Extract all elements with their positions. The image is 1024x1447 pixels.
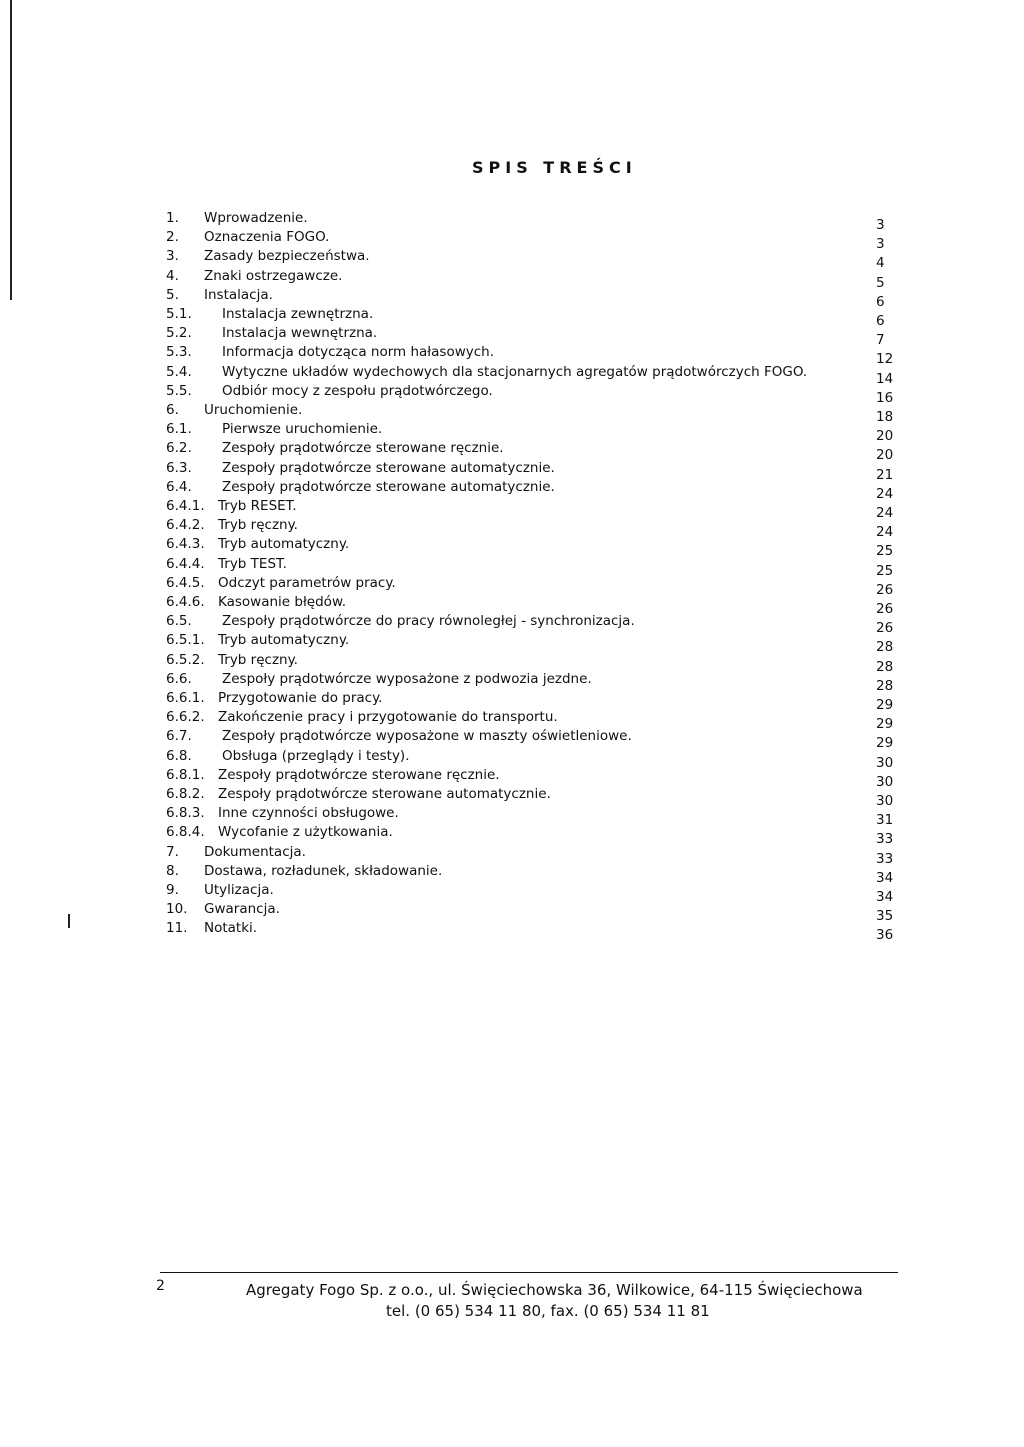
toc-entry-number: 7. <box>166 843 179 860</box>
toc-entry-page: 24 <box>876 524 894 541</box>
toc-entry-number: 6.8.2. <box>166 786 205 802</box>
toc-entry-number: 6.4. <box>166 478 192 495</box>
toc-entry-page: 18 <box>876 409 894 425</box>
toc-entry-page: 29 <box>876 716 894 733</box>
toc-entry-page: 6 <box>876 293 885 310</box>
toc-entry-page: 28 <box>876 658 894 675</box>
toc-entry <box>0 477 1024 502</box>
footer-company-contact: tel. (0 65) 534 11 80, fax. (0 65) 534 11 81 <box>386 1302 710 1320</box>
toc-entry-page: 30 <box>876 793 894 809</box>
toc-entry-number: 6.1. <box>166 421 192 438</box>
toc-entry-number: 5.1. <box>166 306 192 322</box>
toc-entry-number: 5. <box>166 286 179 303</box>
toc-entry-number: 6. <box>166 402 179 418</box>
toc-entry-number: 6.8.1. <box>166 766 205 783</box>
toc-entry-title: Zespoły prądotwórcze do pracy równoległej - synchronizacja. <box>222 613 635 630</box>
toc-entry-title: Notatki. <box>204 920 258 937</box>
toc-entry-number: 6.4.1. <box>166 498 205 514</box>
toc-entry-page: 20 <box>876 428 894 445</box>
toc-entry-page: 6 <box>876 313 885 329</box>
toc-entry-page: 14 <box>876 370 894 387</box>
toc-entry <box>0 246 1024 272</box>
toc-entry-title: Instalacja. <box>204 286 273 303</box>
toc-entry <box>0 918 1024 944</box>
toc-entry-page: 12 <box>876 351 894 368</box>
toc-entry-title: Dostawa, rozładunek, składowanie. <box>204 862 443 879</box>
toc-entry-number: 11. <box>166 920 188 937</box>
toc-entry-number: 6.5.1. <box>166 632 205 649</box>
toc-entry-number: 6.4.2. <box>166 517 205 534</box>
toc-entry <box>0 458 1024 483</box>
toc-entry-title: Zespoły prądotwórcze sterowane ręcznie. <box>218 766 500 783</box>
footer-divider <box>160 1272 898 1273</box>
toc-entry-number: 5.5. <box>166 382 192 399</box>
toc-entry-number: 10. <box>166 901 188 918</box>
toc-entry-page: 24 <box>876 505 894 521</box>
toc-entry-title: Wprowadzenie. <box>204 210 308 226</box>
toc-entry <box>0 362 1024 387</box>
toc-entry-number: 6.3. <box>166 459 192 476</box>
toc-entry-page: 16 <box>876 389 894 406</box>
toc-entry <box>0 803 1024 829</box>
toc-entry-page: 28 <box>876 677 894 694</box>
toc-entry <box>0 554 1024 579</box>
toc-entry-title: Wycofanie z użytkowania. <box>218 824 393 841</box>
toc-entry-number: 4. <box>166 267 179 284</box>
toc-entry <box>0 688 1024 713</box>
page-title: SPIS TREŚCI <box>472 158 637 177</box>
toc-entry <box>0 611 1024 637</box>
toc-entry-title: Zespoły prądotwórcze sterowane ręcznie. <box>222 440 504 457</box>
toc-entry-title: Dokumentacja. <box>204 843 306 860</box>
toc-entry <box>0 784 1024 809</box>
toc-entry <box>0 304 1024 329</box>
toc-entry-title: Zakończenie pracy i przygotowanie do transportu. <box>218 709 558 726</box>
toc-entry-number: 1. <box>166 210 179 226</box>
toc-entry <box>0 227 1024 253</box>
toc-entry <box>0 899 1024 925</box>
toc-entry-number: 6.5. <box>166 613 192 630</box>
toc-entry-page: 30 <box>876 773 894 790</box>
toc-entry-page: 31 <box>876 812 894 829</box>
toc-entry <box>0 208 1024 233</box>
toc-entry-title: Gwarancja. <box>204 901 280 918</box>
toc-entry <box>0 880 1024 905</box>
toc-entry-number: 5.4. <box>166 363 192 380</box>
toc-entry-title: Tryb RESET. <box>218 498 297 514</box>
toc-entry-title: Instalacja wewnętrzna. <box>222 325 378 342</box>
toc-entry-page: 3 <box>876 236 885 253</box>
toc-entry <box>0 419 1024 445</box>
toc-entry-page: 21 <box>876 466 894 483</box>
toc-entry <box>0 438 1024 464</box>
toc-entry-title: Zespoły prądotwórcze sterowane automatycznie. <box>218 786 551 802</box>
toc-entry <box>0 707 1024 733</box>
toc-entry-number: 5.2. <box>166 325 192 342</box>
toc-entry <box>0 726 1024 752</box>
toc-entry-number: 2. <box>166 229 179 246</box>
toc-entry-page: 28 <box>876 639 894 656</box>
toc-entry <box>0 765 1024 790</box>
toc-entry-number: 6.5.2. <box>166 651 205 668</box>
toc-entry-title: Znaki ostrzegawcze. <box>204 267 343 284</box>
toc-entry <box>0 669 1024 694</box>
toc-entry-page: 25 <box>876 543 894 560</box>
toc-entry-number: 8. <box>166 862 179 879</box>
toc-entry <box>0 342 1024 368</box>
toc-entry-page: 26 <box>876 581 894 598</box>
toc-entry-number: 6.7. <box>166 728 192 745</box>
toc-entry-number: 6.4.3. <box>166 536 205 553</box>
toc-entry-page: 30 <box>876 754 894 771</box>
toc-entry-title: Instalacja zewnętrzna. <box>222 306 374 322</box>
toc-entry <box>0 592 1024 617</box>
toc-entry-number: 6.8. <box>166 747 192 764</box>
toc-entry-title: Oznaczenia FOGO. <box>204 229 330 246</box>
toc-entry-page: 36 <box>876 927 894 944</box>
toc-entry-title: Odczyt parametrów pracy. <box>218 574 396 591</box>
toc-entry-page: 24 <box>876 485 894 502</box>
toc-entry-title: Utylizacja. <box>204 882 274 898</box>
toc-entry-number: 5.3. <box>166 344 192 361</box>
toc-entry-page: 7 <box>876 332 885 349</box>
toc-entry-page: 25 <box>876 562 894 579</box>
toc-entry <box>0 381 1024 406</box>
footer-company-address: Agregaty Fogo Sp. z o.o., ul. Święciechowska 36, Wilkowice, 64-115 Święciechowa <box>246 1281 863 1299</box>
toc-entry-title: Tryb automatyczny. <box>218 536 350 553</box>
toc-entry-title: Zasady bezpieczeństwa. <box>204 248 370 265</box>
toc-entry-page: 34 <box>876 869 894 886</box>
toc-entry <box>0 285 1024 310</box>
footer-page-number: 2 <box>156 1278 165 1294</box>
toc-entry-number: 6.6.2. <box>166 709 205 726</box>
toc-entry-number: 6.4.4. <box>166 555 205 572</box>
toc-entry-page: 33 <box>876 850 894 867</box>
toc-entry-title: Informacja dotycząca norm hałasowych. <box>222 344 495 361</box>
toc-entry <box>0 630 1024 656</box>
toc-entry <box>0 323 1024 349</box>
toc-entry <box>0 861 1024 886</box>
toc-entry-title: Tryb automatyczny. <box>218 632 350 649</box>
toc-entry-page: 3 <box>876 217 885 233</box>
toc-entry-title: Zespoły prądotwórcze sterowane automatycznie. <box>222 478 555 495</box>
toc-entry-title: Wytyczne układów wydechowych dla stacjonarnych agregatów prądotwórczych FOGO. <box>222 363 808 380</box>
toc-entry-page: 5 <box>876 274 885 291</box>
toc-entry <box>0 842 1024 867</box>
toc-entry-title: Inne czynności obsługowe. <box>218 805 399 822</box>
toc-entry-page: 26 <box>876 601 894 617</box>
toc-entry <box>0 496 1024 521</box>
toc-entry-title: Zespoły prądotwórcze wyposażone z podwozia jezdne. <box>222 670 592 687</box>
toc-entry <box>0 515 1024 541</box>
toc-entry <box>0 822 1024 848</box>
toc-entry-number: 6.8.4. <box>166 824 205 841</box>
toc-entry-number: 9. <box>166 882 179 898</box>
toc-entry-page: 29 <box>876 735 894 752</box>
toc-entry-title: Tryb ręczny. <box>218 651 298 668</box>
toc-entry-title: Tryb TEST. <box>218 555 287 572</box>
toc-entry-number: 6.4.6. <box>166 594 205 610</box>
toc-entry-page: 29 <box>876 697 894 713</box>
toc-entry-page: 33 <box>876 831 894 848</box>
toc-entry-number: 6.8.3. <box>166 805 205 822</box>
toc-entry-page: 20 <box>876 447 894 464</box>
toc-entry-title: Obsługa (przeglądy i testy). <box>222 747 410 764</box>
toc-entry-number: 6.4.5. <box>166 574 205 591</box>
toc-entry-title: Przygotowanie do pracy. <box>218 690 383 706</box>
toc-entry-page: 35 <box>876 908 894 925</box>
toc-entry <box>0 746 1024 771</box>
toc-entry-title: Zespoły prądotwórcze wyposażone w maszty oświetleniowe. <box>222 728 632 745</box>
toc-entry-number: 6.2. <box>166 440 192 457</box>
toc-entry-page: 26 <box>876 620 894 637</box>
toc-entry <box>0 573 1024 598</box>
toc-entry <box>0 266 1024 291</box>
toc-entry-title: Zespoły prądotwórcze sterowane automatycznie. <box>222 459 555 476</box>
toc-entry-page: 34 <box>876 889 894 905</box>
toc-entry <box>0 650 1024 675</box>
toc-entry <box>0 534 1024 560</box>
toc-entry <box>0 400 1024 425</box>
toc-entry-number: 6.6. <box>166 670 192 687</box>
toc-entry-page: 4 <box>876 255 885 272</box>
toc-entry-title: Tryb ręczny. <box>218 517 298 534</box>
toc-entry-number: 6.6.1. <box>166 690 205 706</box>
toc-entry-title: Uruchomienie. <box>204 402 303 418</box>
toc-entry-title: Pierwsze uruchomienie. <box>222 421 383 438</box>
toc-entry-title: Kasowanie błędów. <box>218 594 347 610</box>
toc-entry-number: 3. <box>166 248 179 265</box>
toc-entry-title: Odbiór mocy z zespołu prądotwórczego. <box>222 382 493 399</box>
